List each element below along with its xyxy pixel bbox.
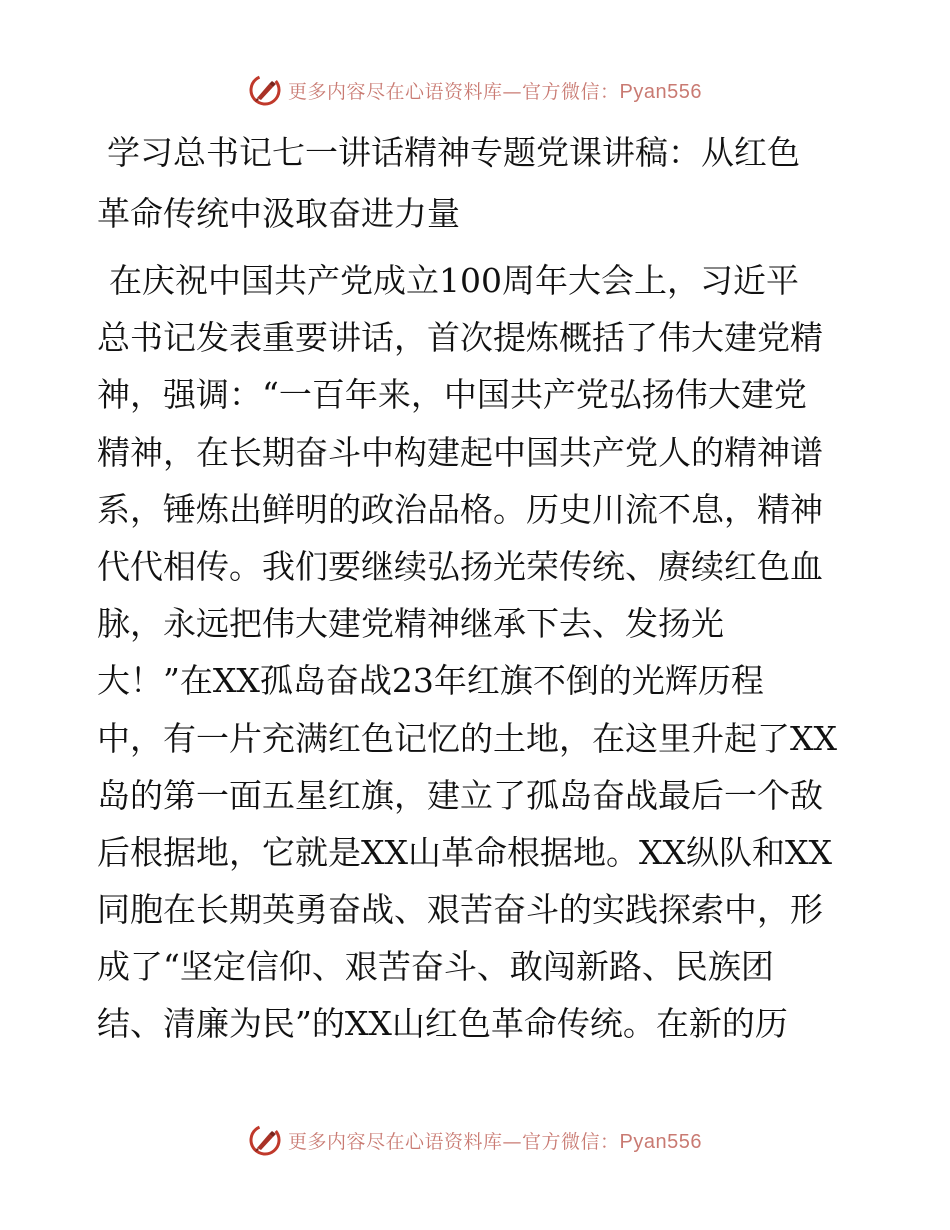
pen-logo-icon <box>248 1123 282 1157</box>
body-line: 大！”在XX孤岛奋战23年红旗不倒的光辉历程 <box>97 661 764 701</box>
body-line: 系，锤炼出鲜明的政治品格。历史川流不息，精神 <box>97 489 823 529</box>
body-line: 代代相传。我们要继续弘扬光荣传统、赓续红色血 <box>97 546 823 586</box>
title-line: 革命传统中汲取奋进力量 <box>97 194 460 233</box>
body-line: 成了“坚定信仰、艰苦奋斗、敢闯新路、民族团 <box>97 947 774 987</box>
body-line: 神，强调：“一百年来，中国共产党弘扬伟大建党 <box>97 375 807 415</box>
body-line: 中，有一片充满红色记忆的土地，在这里升起了XX <box>97 718 837 758</box>
body-line: 总书记发表重要讲话，首次提炼概括了伟大建党精 <box>97 318 823 358</box>
pen-logo-icon <box>248 73 282 107</box>
footer-banner-text-cn: 更多内容尽在心语资料库—官方微信： <box>288 1130 620 1153</box>
footer-wechat-id: Pyan556 <box>619 1130 702 1153</box>
header-banner-text-cn: 更多内容尽在心语资料库—官方微信： <box>288 80 620 103</box>
body-line: 结、清廉为民”的XX山红色革命传统。在新的历 <box>97 1004 788 1044</box>
document-body <box>97 252 867 1053</box>
footer-banner <box>0 1120 950 1160</box>
header-banner <box>0 70 950 110</box>
footer-banner-text <box>288 1127 702 1154</box>
body-line: 后根据地，它就是XX山革命根据地。XX纵队和XX <box>97 832 832 872</box>
body-line: 同胞在长期英勇奋战、艰苦奋斗的实践探索中，形 <box>97 890 823 930</box>
body-line: 岛的第一面五星红旗，建立了孤岛奋战最后一个敌 <box>97 775 823 815</box>
body-line: 在庆祝中国共产党成立100周年大会上，习近平 <box>109 261 799 300</box>
header-banner-content <box>248 73 702 107</box>
header-wechat-id: Pyan556 <box>619 80 702 103</box>
header-banner-text <box>288 77 702 104</box>
footer-banner-content <box>248 1123 702 1157</box>
title-line: 学习总书记七一讲话精神专题党课讲稿：从红色 <box>107 133 800 172</box>
body-line: 精神，在长期奋斗中构建起中国共产党人的精神谱 <box>97 432 823 472</box>
document-title <box>97 122 857 244</box>
body-line: 脉，永远把伟大建党精神继承下去、发扬光 <box>97 604 724 644</box>
